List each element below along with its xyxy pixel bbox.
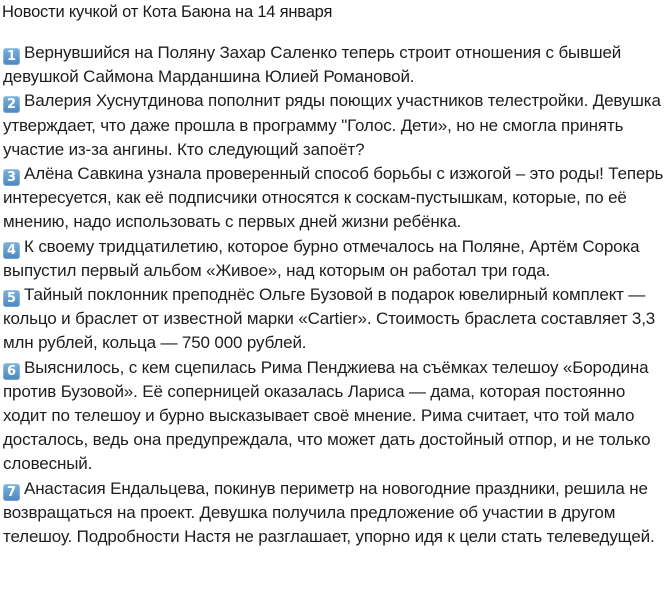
post-title: Новости кучкой от Кота Баюна на 14 января — [2, 3, 333, 21]
news-item-3 — [3, 162, 668, 235]
keycap-6-icon: 6 — [3, 363, 20, 380]
news-item-4 — [3, 235, 668, 283]
news-item-text: Валерия Хуснутдинова пополнит ряды поющих участников телестройки. Девушка утверждает, что даже прошла в программу "Голос. Дети», но не смогла принять участие из-за ангины. Кто следующий запоёт? — [3, 91, 661, 159]
news-item-text: Вернувшийся на Поляну Захар Саленко теперь строит отношения с бывшей девушкой Саймона Марданшина Юлией Романовой. — [3, 43, 622, 87]
news-item-text: Алёна Савкина узнала проверенный способ борьбы с изжогой – это роды! Теперь интересуется, как её подписчики относятся к соскам-пустышкам, которые, по её мнению, надо использовать с первых дней жизни ребёнка. — [3, 164, 664, 232]
keycap-2-icon: 2 — [3, 96, 20, 113]
news-item-text: Тайный поклонник преподнёс Ольге Бузовой в подарок ювелирный комплект — кольцо и браслет от известной марки «Cartier». Стоимость браслета составляет 3,3 млн рублей, кольца — 750 000 рублей. — [3, 285, 656, 353]
news-item-1 — [3, 41, 668, 89]
news-list — [3, 41, 668, 549]
keycap-4-icon: 4 — [3, 242, 20, 259]
news-item-text: К своему тридцатилетию, которое бурно отмечалось на Поляне, Артём Сорока выпустил первый альбом «Живое», над которым он работал три года. — [3, 236, 640, 280]
news-item-5 — [3, 283, 668, 356]
news-item-2 — [3, 89, 668, 162]
news-item-6 — [3, 356, 668, 477]
news-item-text: Выяснилось, с кем сцепилась Рима Пенджиева на съёмках телешоу «Бородина против Бузовой». Её соперницей оказалась Лариса — дама, которая постоянно ходит по телешоу и бурно высказывает своё мнение. Рима считает, что той мало досталось, ведь она предупреждала, что может дать достойный отпор, и не только словесный. — [3, 357, 651, 474]
keycap-7-icon: 7 — [3, 484, 20, 501]
keycap-1-icon: 1 — [3, 48, 20, 65]
news-item-7 — [3, 477, 668, 550]
keycap-5-icon: 5 — [3, 290, 20, 307]
keycap-3-icon: 3 — [3, 169, 20, 186]
news-item-text: Анастасия Ендальцева, покинув периметр на новогодние праздники, решила не возвращаться на проект. Девушка получила предложение об участии в другом телешоу. Подробности Настя не разглашает, упорно идя к цели стать телеведущей. — [3, 478, 655, 547]
